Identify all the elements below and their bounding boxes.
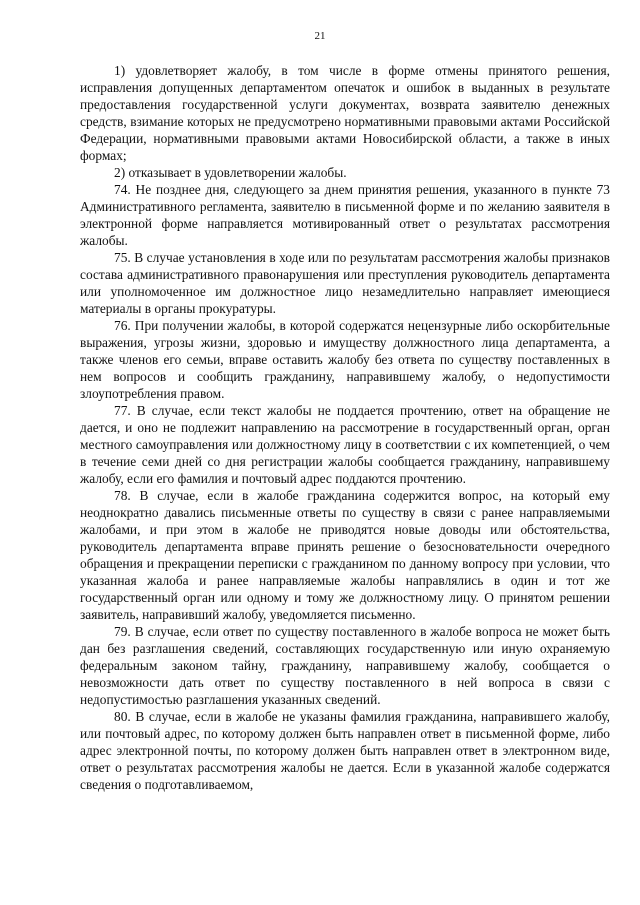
- paragraph-74: 74. Не позднее дня, следующего за днем принятия решения, указанного в пункте 73 Административного регламента, заявителю в письменной форме и по желанию заявителя в электронной форме направляется мотивированный ответ о результатах рассмотрения жалобы.: [80, 182, 610, 248]
- paragraph-78: 78. В случае, если в жалобе гражданина содержится вопрос, на который ему неоднократно давались письменные ответы по существу в связи с ранее направляемыми жалобами, и при этом в жалобе не приводятся новые доводы или обстоятельства, руководитель департамента вправе принять решение о безосновательности очередного обращения и прекращении переписки с гражданином по данному вопросу при условии, что указанная жалоба и ранее направляемые жалобы направлялись в один и тот же государственный орган или одному и тому же должностному лицу. О принятом решении заявитель, направивший жалобу, уведомляется письменно.: [80, 488, 610, 622]
- document-body: [80, 62, 610, 793]
- paragraph-75: 75. В случае установления в ходе или по результатам рассмотрения жалобы признаков состава административного правонарушения или преступления руководитель департамента или уполномоченное им должностное лицо незамедлительно направляет имеющиеся материалы в органы прокуратуры.: [80, 250, 610, 316]
- paragraph-73-2: 2) отказывает в удовлетворении жалобы.: [114, 165, 347, 180]
- paragraph-80: 80. В случае, если в жалобе не указаны фамилия гражданина, направившего жалобу, или почтовый адрес, по которому должен быть направлен ответ в письменной форме, либо адрес электронной почты, по которому должен быть направлен ответ в электронном виде, ответ о результатах рассмотрения жалобы не дается. Если в указанной жалобе содержатся сведения о подготавливаемом,: [80, 709, 610, 792]
- paragraph-77: 77. В случае, если текст жалобы не поддается прочтению, ответ на обращение не дается, и оно не подлежит направлению на рассмотрение в государственный орган, орган местного самоуправления или должностному лицу в соответствии с их компетенцией, о чем в течение семи дней со дня регистрации жалобы сообщается гражданину, направившему жалобу, если его фамилия и почтовый адрес поддаются прочтению.: [80, 403, 610, 486]
- paragraph-76: 76. При получении жалобы, в которой содержатся нецензурные либо оскорбительные выражения, угрозы жизни, здоровью и имуществу должностного лица департамента, а также членов его семьи, вправе оставить жалобу без ответа по существу поставленных в нем вопросов и сообщить гражданину, направившему жалобу, о недопустимости злоупотребления правом.: [80, 318, 610, 401]
- paragraph-73-1: 1) удовлетворяет жалобу, в том числе в форме отмены принятого решения, исправления допущенных департаментом опечаток и ошибок в выданных в результате предоставления государственной услуги документах, возврата заявителю денежных средств, взимание которых не предусмотрено нормативными правовыми актами Российской Федерации, нормативными правовыми актами Новосибирской области, а также в иных формах;: [80, 63, 610, 163]
- paragraph-79: 79. В случае, если ответ по существу поставленного в жалобе вопроса не может быть дан без разглашения сведений, составляющих государственную или иную охраняемую федеральным законом тайну, гражданину, направившему жалобу, сообщается о невозможности дать ответ по существу поставленного в ней вопроса в связи с недопустимостью разглашения указанных сведений.: [80, 624, 610, 707]
- page-number: 21: [314, 30, 326, 42]
